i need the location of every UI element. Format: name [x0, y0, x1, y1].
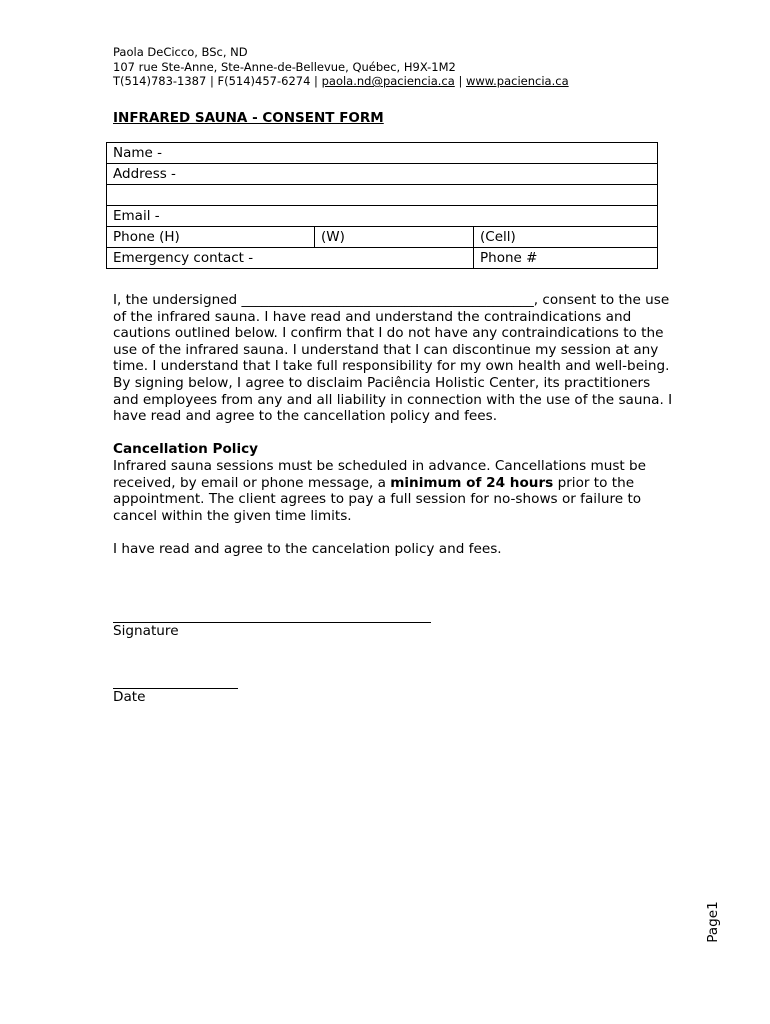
date-label: Date — [113, 689, 146, 705]
cancellation-heading: Cancellation Policy — [113, 441, 259, 458]
name-field[interactable]: Name - — [107, 143, 658, 164]
email-link[interactable]: paola.nd@paciencia.ca — [321, 74, 455, 88]
page-number: Page1 — [705, 901, 721, 943]
contact-line — [113, 74, 569, 89]
table-row — [107, 185, 658, 206]
client-info-table — [106, 142, 658, 269]
agreement-statement: I have read and agree to the cancelation policy and fees. — [113, 540, 502, 557]
table-row — [107, 164, 658, 185]
contact-separator: | — [454, 74, 466, 88]
cancellation-paragraph: Infrared sauna sessions must be scheduled in advance. Cancellations must be received, by email or phone message, a minimum of 24 hours prior to the appointment. The client agrees to pay a full session for no-shows or failure to cancel within the given time limits. — [113, 457, 647, 524]
website-link[interactable]: www.paciencia.ca — [465, 74, 569, 88]
table-row — [107, 248, 658, 269]
phone-home-field[interactable]: Phone (H) — [107, 227, 315, 248]
emergency-phone-field[interactable]: Phone # — [474, 248, 658, 269]
phone-fax-text: T(514)783-1387 | F(514)457-6274 | — [113, 74, 322, 88]
emergency-contact-field[interactable]: Emergency contact - — [107, 248, 474, 269]
signature-label: Signature — [113, 623, 179, 639]
table-row — [107, 227, 658, 248]
address-field-line2[interactable] — [107, 185, 658, 206]
table-row — [107, 206, 658, 227]
form-title: INFRARED SAUNA - CONSENT FORM — [113, 110, 384, 126]
phone-work-field[interactable]: (W) — [315, 227, 474, 248]
form-body — [113, 292, 673, 558]
address-field[interactable]: Address - — [107, 164, 658, 185]
practitioner-header — [113, 45, 569, 89]
email-field[interactable]: Email - — [107, 206, 658, 227]
phone-cell-field[interactable]: (Cell) — [474, 227, 658, 248]
practitioner-name: Paola DeCicco, BSc, ND — [113, 45, 248, 59]
table-row — [107, 143, 658, 164]
practitioner-address: 107 rue Ste-Anne, Ste-Anne-de-Bellevue, Québec, H9X-1M2 — [113, 59, 456, 74]
minimum-notice-bold: minimum of 24 hours — [390, 474, 554, 491]
consent-paragraph: I, the undersigned ___________________________________________, consent to the use of the infrared sauna. I have read and understand the contraindications and cautions outlined below. I confirm that I do not have any contraindications to the use of the infrared sauna. I understand that I can discontinue my session at any time. I understand that I take full responsibility for my own health and well-being. By signing below, I agree to disclaim Paciência Holistic Center, its practitioners and employees from any and all liability in connection with the use of the sauna. I have read and agree to the cancellation policy and fees. — [113, 292, 673, 425]
